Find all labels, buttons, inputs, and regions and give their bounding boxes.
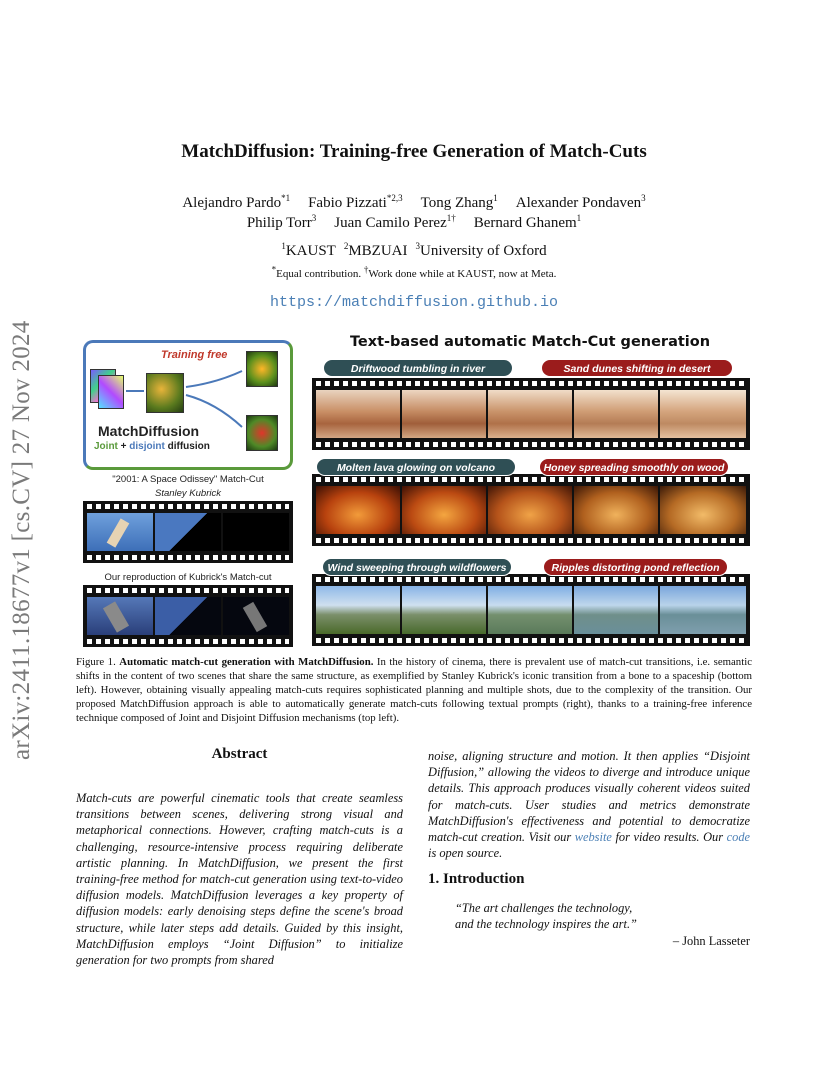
author-name: Fabio Pizzati$^{*2,3}$ [308,193,403,211]
paper-title: MatchDiffusion: Training-free Generation of Match-Cuts [181,141,647,162]
film-strip-row-2 [312,474,750,546]
affiliation: $^3$University of Oxford [415,241,547,259]
website-link[interactable]: website [574,830,612,845]
prompt-right-row-3: Ripples distorting pond reflection [543,558,728,576]
affiliation: $^2$MBZUAI [343,241,408,259]
prompt-left-row-1: Driftwood tumbling in river [323,359,513,377]
author-name: Tong Zhang$^1$ [420,193,498,211]
author-name: Alejandro Pardo$^{*1}$ [182,193,291,211]
author-list-line-1 [0,195,828,212]
author-list-line-2 [0,215,828,232]
epigraph-quote: “The art challenges the technology, and the technology inspires the art.” [455,901,637,931]
kubrick-film-strip [83,501,293,563]
code-link[interactable]: code [726,830,751,845]
film-strip-row-3 [312,574,750,646]
film-strip-row-1 [312,378,750,450]
reproduction-film-strip [83,585,293,647]
author-name: Philip Torr$^3$ [246,213,317,231]
training-free-label: Training free [161,349,228,361]
kubrick-caption: Stanley Kubrick [154,488,221,499]
author-name: Bernard Ghanem$^1$ [473,213,582,231]
matchdiffusion-name: MatchDiffusion [98,423,200,439]
author-name: Juan Camilo Perez$^{1\dagger}$ [334,213,456,231]
prompt-left-row-2: Molten lava glowing on volcano [316,458,516,476]
diffusion-subtitle: Joint + disjoint diffusion [94,441,210,452]
epigraph-attribution: – John Lasseter [672,934,750,948]
abstract-text-right: noise, aligning structure and motion. It then applies “Disjoint Diffusion,” allowing the videos to diverge and introduce unique details. This approach produces visually coherent videos suited for match-cuts. User studies and metrics demonstrate MatchDiffusion's effectiveness and potential to democratize match-cut creation. Visit our website for video results. Our code is open source. [428,749,751,861]
odyssey-caption: "2001: A Space Odissey" Match-Cut [112,474,264,485]
project-url[interactable]: https://matchdiffusion.github.io [269,294,559,311]
abstract-text-left: Match-cuts are powerful cinematic tools that create seamless transitions between scenes, delivering strong visual and metaphorical connections. However, crafting match-cuts is a challenging, resource-intensive process requiring deliberate artistic planning. In MatchDiffusion, we present the first training-free method for match-cut generation using text-to-video diffusion models. MatchDiffusion leverages a key property of diffusion models: early denoising steps define the scene's broad structure, while later steps add details. Guided by this insight, MatchDiffusion employs “Joint Diffusion” to initialize generation for two prompts from shared [76,791,403,968]
affiliations [0,243,828,260]
contribution-note: *Equal contribution. †Work done while at KAUST, now at Meta. [271,264,557,280]
arxiv-identifier: arXiv:2411.18677v1 [cs.CV] 27 Nov 2024 [8,320,35,760]
text-based-title: Text-based automatic Match-Cut generation [349,334,711,350]
affiliation: $^1$KAUST [281,241,336,259]
figure-caption: Figure 1. Automatic match-cut generation with MatchDiffusion. In the history of cinema, there is prevalent use of match-cut transitions, i.e. semantic shifts in the content of two scenes that share the same structure, as exemplified by Stanley Kubrick's iconic transition from a bone to a spaceship (bottom left). However, obtaining visually appealing match-cuts requires sophisticated planning and multiple shots, due to the complexity of the transition. Our proposed MatchDiffusion approach is able to automatically generate match-cuts following textual prompts (right), thanks to a training-free inference technique composed of Joint and Disjoint Diffusion mechanisms (top left). [76,656,752,724]
abstract-heading: Abstract [211,746,268,762]
matchdiffusion-diagram [83,340,293,470]
reproduction-caption: Our reproduction of Kubrick's Match-cut [104,572,272,583]
prompt-right-row-1: Sand dunes shifting in desert [541,359,733,377]
introduction-heading: 1. Introduction [428,871,525,887]
prompt-left-row-3: Wind sweeping through wildflowers [322,558,512,576]
prompt-right-row-2: Honey spreading smoothly on wood [539,458,729,476]
author-name: Alexander Pondaven$^3$ [515,193,646,211]
